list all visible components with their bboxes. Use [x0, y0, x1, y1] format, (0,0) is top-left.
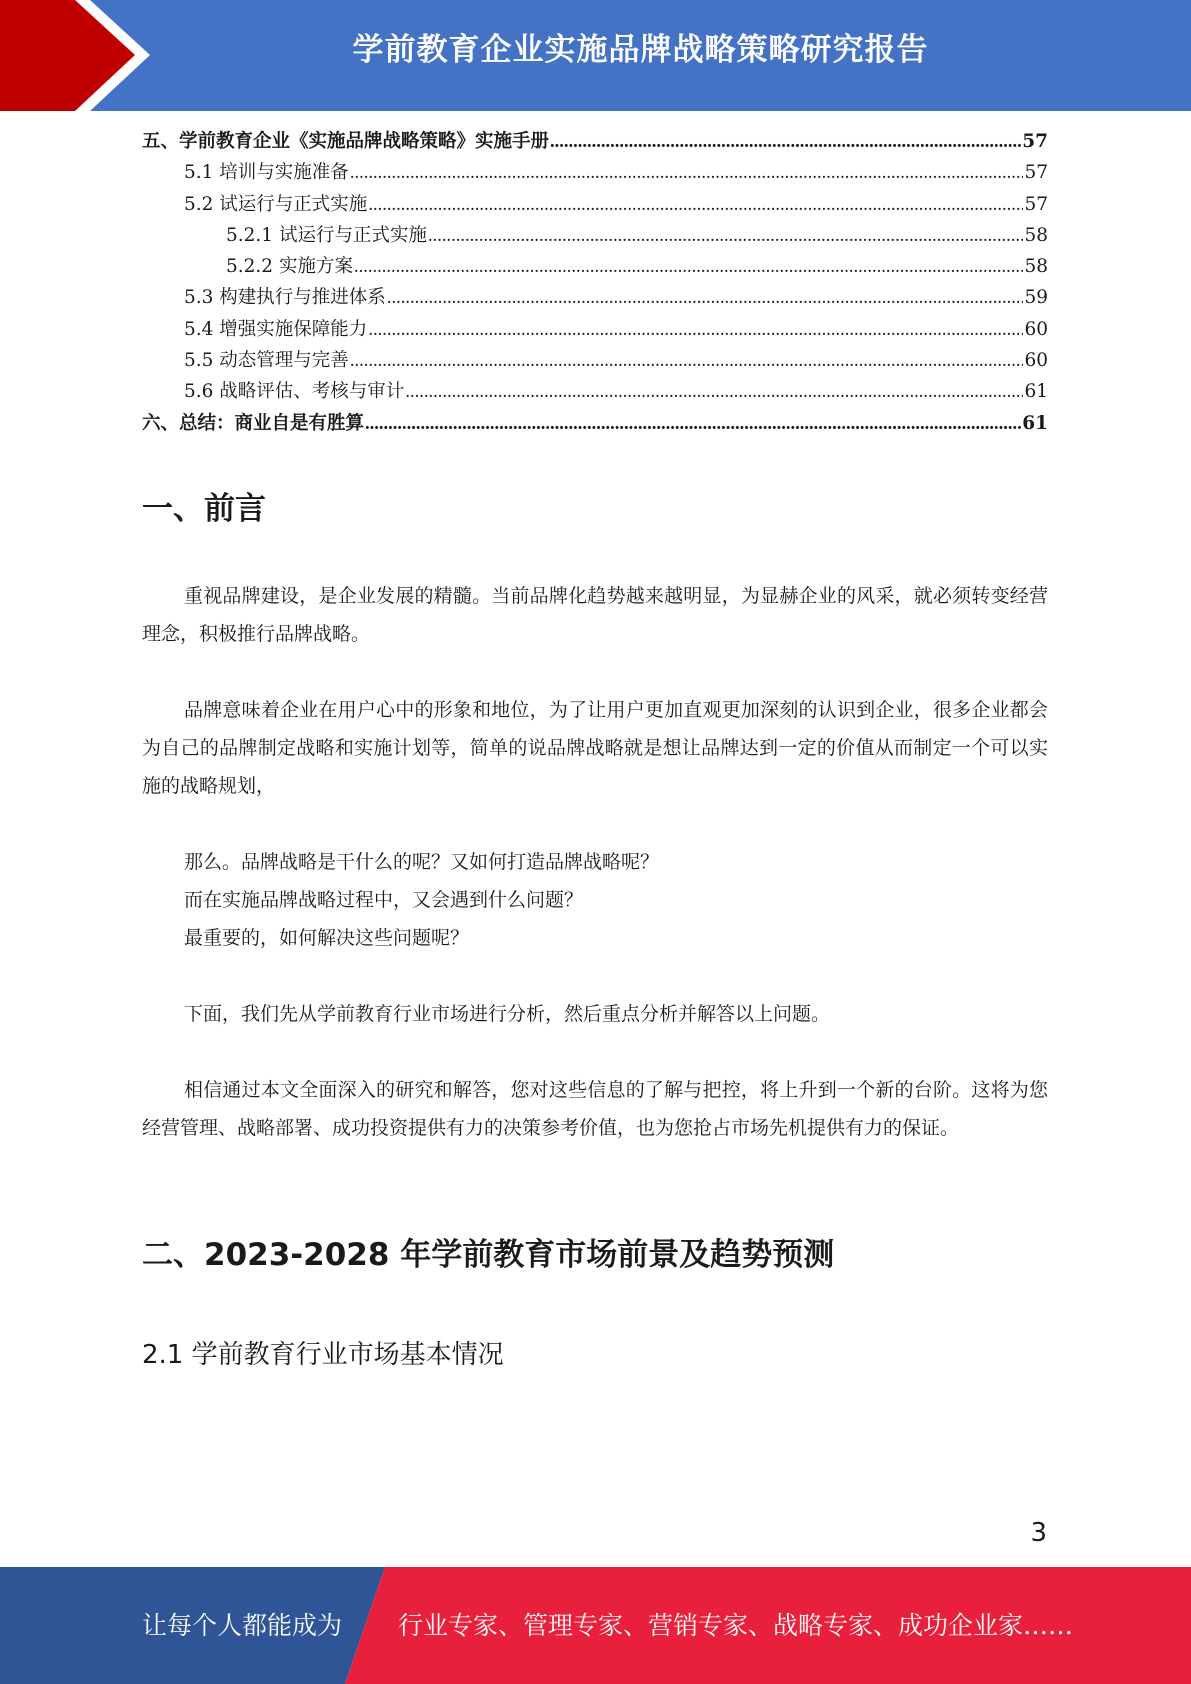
toc-entry-page: 61	[1022, 412, 1048, 434]
toc-dot-leader	[387, 288, 1024, 309]
toc-entry-page: 60	[1024, 350, 1048, 372]
table-of-contents	[142, 127, 1048, 440]
toc-dot-leader	[550, 132, 1021, 153]
header-title: 学前教育企业实施品牌战略策略研究报告	[352, 32, 929, 68]
toc-entry[interactable]	[142, 127, 1048, 158]
paragraph: 重视品牌建设，是企业发展的精髓。当前品牌化趋势越来越明显，为显赫企业的风采，就必须转变经营理念，积极推行品牌战略。	[142, 585, 1048, 645]
toc-entry-page: 61	[1024, 381, 1048, 403]
question-line: 最重要的，如何解决这些问题呢？	[184, 927, 470, 949]
toc-entry[interactable]	[142, 315, 1048, 346]
toc-entry-title: 5.5 动态管理与完善	[184, 350, 349, 372]
toc-entry-title: 5.3 构建执行与推进体系	[184, 287, 386, 309]
toc-entry-page: 59	[1024, 287, 1048, 309]
toc-entry[interactable]	[142, 283, 1048, 314]
toc-entry-title: 5.1 培训与实施准备	[184, 162, 349, 184]
toc-entry[interactable]	[142, 252, 1048, 283]
toc-entry-page: 58	[1024, 256, 1048, 278]
page-number: 3	[1030, 1518, 1047, 1548]
footer-slogan-left: 让每个人都能成为	[142, 1611, 343, 1640]
toc-entry-page: 60	[1024, 318, 1048, 340]
toc-entry-page: 57	[1022, 131, 1048, 152]
toc-dot-leader	[368, 195, 1023, 216]
page-header	[0, 0, 1191, 111]
toc-entry-page: 57	[1024, 162, 1048, 184]
toc-entry-title: 5.2 试运行与正式实施	[184, 193, 368, 215]
toc-entry-page: 57	[1024, 193, 1048, 215]
toc-dot-leader	[350, 351, 1024, 372]
toc-dot-leader	[405, 382, 1023, 403]
toc-dot-leader	[365, 414, 1021, 435]
toc-entry-title: 5.6 战略评估、考核与审计	[184, 381, 405, 403]
toc-entry[interactable]	[142, 409, 1048, 440]
footer-slogan-right: 行业专家、管理专家、营销专家、战略专家、成功企业家……	[398, 1611, 1074, 1640]
paragraph: 品牌意味着企业在用户心中的形象和地位，为了让用户更加直观更加深刻的认识到企业，很多企业都会为自己的品牌制定战略和实施计划等，简单的说品牌战略就是想让品牌达到一定的价值从而制定一个可以实施的战略规划，	[142, 699, 1048, 797]
toc-entry[interactable]	[142, 377, 1048, 408]
toc-entry[interactable]	[142, 158, 1048, 189]
toc-entry[interactable]	[142, 346, 1048, 377]
section-heading-market-forecast: 二、2023-2028 年学前教育市场前景及趋势预测	[142, 1237, 835, 1273]
toc-entry[interactable]	[142, 190, 1048, 221]
paragraph: 相信通过本文全面深入的研究和解答，您对这些信息的了解与把控，将上升到一个新的台阶。这将为您经营管理、战略部署、成功投资提供有力的决策参考价值，也为您抢占市场先机提供有力的保证。	[142, 1079, 1048, 1139]
toc-entry-title: 5.2.1 试运行与正式实施	[226, 224, 427, 246]
toc-dot-leader	[368, 320, 1023, 341]
toc-entry-title: 5.2.2 实施方案	[226, 256, 353, 278]
toc-entry-title: 五、学前教育企业《实施品牌战略策略》实施手册	[142, 131, 550, 152]
toc-entry[interactable]	[142, 221, 1048, 252]
section-heading-preface: 一、前言	[142, 491, 266, 527]
subsection-heading: 2.1 学前教育行业市场基本情况	[142, 1340, 504, 1370]
paragraph: 下面，我们先从学前教育行业市场进行分析，然后重点分析并解答以上问题。	[184, 1003, 831, 1025]
toc-entry-title: 六、总结：商业自是有胜算	[142, 412, 365, 434]
toc-entry-title: 5.4 增强实施保障能力	[184, 318, 368, 340]
toc-dot-leader	[350, 163, 1024, 184]
toc-dot-leader	[428, 226, 1023, 247]
page-footer	[0, 1567, 1191, 1684]
toc-dot-leader	[354, 257, 1024, 278]
question-line: 那么。品牌战略是干什么的呢？又如何打造品牌战略呢？	[184, 851, 660, 873]
toc-entry-page: 58	[1024, 224, 1048, 246]
question-line: 而在实施品牌战略过程中，又会遇到什么问题？	[184, 889, 584, 911]
